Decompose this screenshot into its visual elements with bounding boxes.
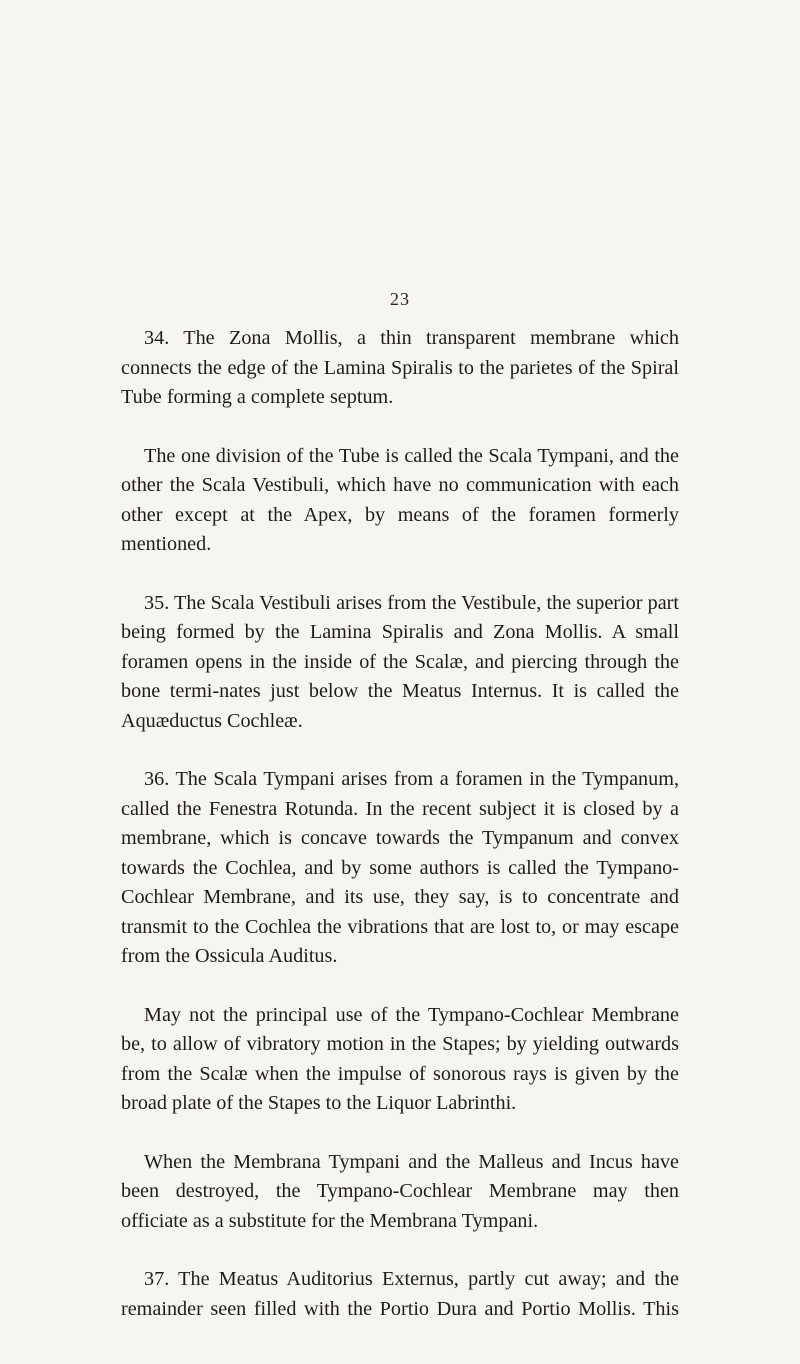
paragraph-35: 35. The Scala Vestibuli arises from the Vestibule, the superior part being formed by the Lamina Spiralis and Zona Mollis. A small foramen opens in the inside of the Scalæ, and piercing through the bone termi-nates just below the Meatus Internus. It is called the Aquæductus Cochleæ. <box>121 591 679 732</box>
paragraph-membrana-substitute: When the Membrana Tympani and the Malleus and Incus have been destroyed, the Tympano-Cochlear Membrane may then officiate as a substitute for the Membrana Tympani. <box>121 1150 679 1232</box>
paragraph-34: 34. The Zona Mollis, a thin transparent membrane which connects the edge of the Lamina Spiralis to the parietes of the Spiral Tube forming a complete septum. <box>121 327 679 408</box>
page-number: 23 <box>390 289 410 309</box>
paragraph-36: 36. The Scala Tympani arises from a foramen in the Tympanum, called the Fenestra Rotunda. In the recent subject it is closed by a membrane, which is concave towards the Tympanum and convex towards the Cochlea, and by some authors is called the Tympano-Cochlear Membrane, and its use, they say, is to concentrate and transmit to the Cochlea the vibrations that are lost to, or may escape from the Ossicula Auditus. <box>121 768 679 967</box>
paragraph-37: 37. The Meatus Auditorius Externus, partly cut away; and the remainder seen filled with the Portio Dura and Portio Mollis. This <box>121 1268 679 1320</box>
paragraph-tympano-cochlear-use: May not the principal use of the Tympano-Cochlear Membrane be, to allow of vibratory motion in the Stapes; by yielding outwards from the Scalæ when the impulse of sonorous rays is given by the broad plate of the Stapes to the Liquor Labrinthi. <box>121 1003 679 1114</box>
paragraph-scala-division: The one division of the Tube is called the Scala Tympani, and the other the Scala Vestibuli, which have no communication with each other except at the Apex, by means of the foramen formerly mentioned. <box>121 444 679 555</box>
body-text <box>121 324 679 1324</box>
